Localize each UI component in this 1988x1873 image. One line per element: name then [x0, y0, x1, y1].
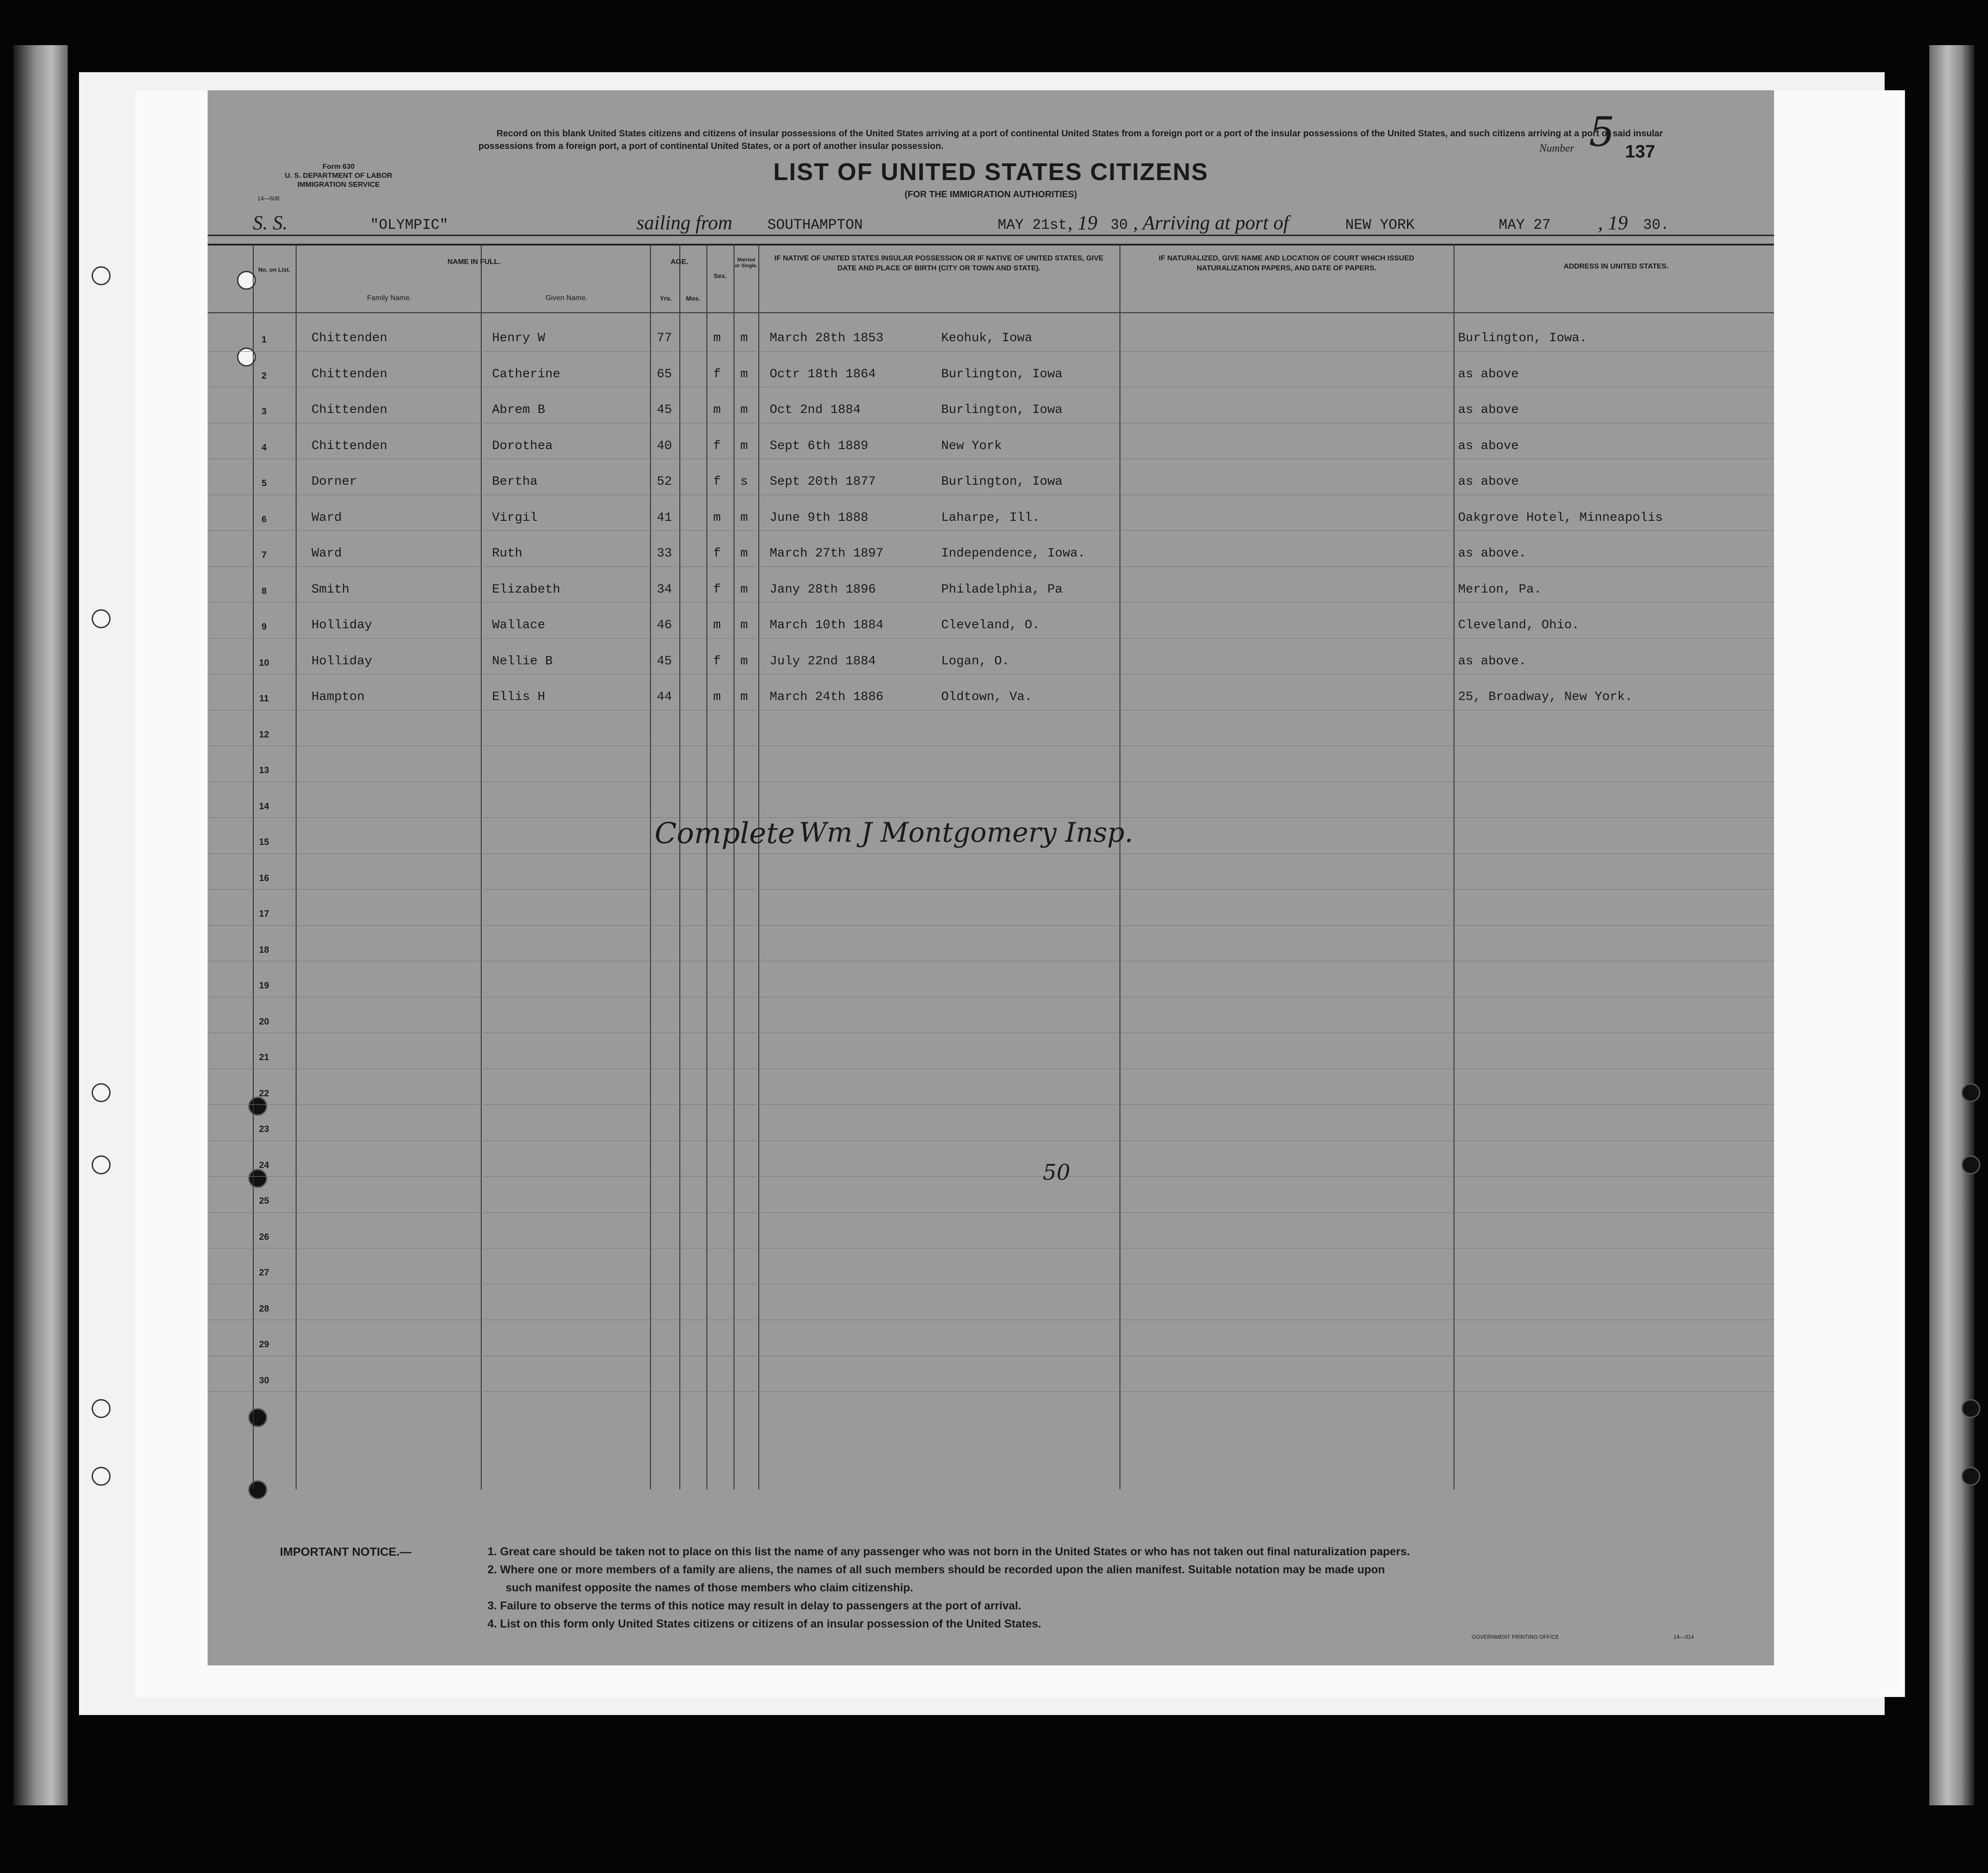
- row-rule: [208, 889, 1774, 890]
- row-number: 28: [259, 1303, 269, 1314]
- column-divider: [706, 244, 707, 1489]
- complete-annotation: Complete: [655, 817, 795, 850]
- handwritten-number: 5: [1589, 108, 1615, 156]
- voyage-line: [208, 211, 1774, 238]
- header-divider: [208, 312, 1774, 313]
- department-name: U. S. DEPARTMENT OF LABOR: [285, 172, 392, 180]
- punch-hole: [92, 1467, 111, 1486]
- punch-hole: [1961, 1155, 1980, 1174]
- row-number: 20: [259, 1016, 269, 1027]
- given-name-cell: Nellie B: [492, 654, 553, 668]
- service-name: IMMIGRATION SERVICE: [297, 181, 380, 189]
- family-name-cell: Chittenden: [311, 367, 388, 381]
- row-number: 18: [259, 945, 269, 955]
- row-number: 5: [261, 478, 267, 488]
- age-years-cell: 45: [657, 403, 672, 417]
- birth-date-cell: Sept 6th 1889: [770, 439, 869, 453]
- birth-place-cell: Burlington, Iowa: [941, 367, 1063, 381]
- row-number: 21: [259, 1052, 269, 1062]
- birth-date-cell: Sept 20th 1877: [770, 475, 876, 489]
- header-married-single: Married or Single.: [734, 257, 758, 269]
- sex-cell: m: [713, 690, 721, 704]
- header-birth-info: IF NATIVE OF UNITED STATES INSULAR POSSESSION OR IF NATIVE OF UNITED STATES, GIVE DATE AND PLACE OF BIRTH (CITY OR TOWN AND STATE).: [774, 255, 1104, 272]
- departure-year-prefix: , 19: [1068, 212, 1097, 234]
- age-years-cell: 44: [657, 690, 672, 704]
- given-name-cell: Abrem B: [492, 403, 545, 417]
- given-name-cell: Ellis H: [492, 690, 545, 704]
- arrival-year: 30.: [1643, 217, 1669, 233]
- number-label: Number: [1539, 143, 1575, 154]
- punch-hole: [1961, 1083, 1980, 1102]
- arrival-date: MAY 27: [1499, 217, 1551, 233]
- form-code: 14—608: [257, 195, 280, 202]
- family-name-cell: Ward: [311, 547, 342, 561]
- family-name-cell: Chittenden: [311, 439, 388, 453]
- family-name-cell: Holliday: [311, 618, 372, 632]
- birth-place-cell: Cleveland, O.: [941, 618, 1040, 632]
- page-subtitle: (FOR THE IMMIGRATION AUTHORITIES): [904, 190, 1078, 199]
- row-number: 13: [259, 765, 269, 775]
- row-number: 7: [261, 550, 267, 560]
- page-title: LIST OF UNITED STATES CITIZENS: [773, 158, 1208, 185]
- marital-status-cell: m: [740, 618, 748, 632]
- row-number: 10: [259, 658, 269, 668]
- age-years-cell: 45: [657, 654, 672, 668]
- address-cell: Cleveland, Ohio.: [1458, 618, 1579, 632]
- column-divider: [758, 244, 759, 1489]
- address-cell: as above.: [1458, 547, 1527, 561]
- birth-place-cell: Oldtown, Va.: [941, 690, 1032, 704]
- age-years-cell: 34: [657, 582, 672, 597]
- notice-item-4: 4. List on this form only United States citizens or citizens of an insular possession of the United States.: [488, 1618, 1041, 1630]
- printing-office-name: GOVERNMENT PRINTING OFFICE: [1472, 1634, 1559, 1640]
- age-years-cell: 40: [657, 439, 672, 453]
- notice-item-2: 2. Where one or more members of a family are aliens, the names of all such members should be recorded upon the alien manifest. Suitable notation may be made upon: [488, 1563, 1385, 1576]
- header-naturalization: IF NATURALIZED, GIVE NAME AND LOCATION OF COURT WHICH ISSUED NATURALIZATION PAPERS, AND DATE OF PAPERS.: [1159, 255, 1414, 272]
- ship-name: "OLYMPIC": [370, 217, 448, 233]
- row-number: 29: [259, 1340, 269, 1349]
- punch-hole: [1961, 1467, 1980, 1486]
- birth-date-cell: June 9th 1888: [770, 510, 869, 525]
- marital-status-cell: m: [740, 403, 748, 417]
- departure-port: SOUTHAMPTON: [767, 217, 863, 233]
- address-cell: as above.: [1458, 654, 1527, 668]
- sex-cell: m: [713, 331, 721, 345]
- birth-place-cell: Laharpe, Ill.: [941, 510, 1040, 525]
- birth-date-cell: Oct 2nd 1884: [770, 403, 861, 417]
- marital-status-cell: m: [740, 367, 748, 381]
- row-number: 12: [259, 729, 269, 740]
- passenger-table: [208, 244, 1774, 1489]
- sex-cell: f: [713, 654, 721, 668]
- row-number: 17: [259, 909, 269, 919]
- row-number: 27: [259, 1268, 269, 1278]
- arrival-port: NEW YORK: [1345, 217, 1415, 233]
- binder-strip-left: [14, 45, 68, 1805]
- sex-cell: f: [713, 582, 721, 597]
- family-name-cell: Chittenden: [311, 403, 388, 417]
- row-number: 30: [259, 1375, 269, 1386]
- family-name-cell: Holliday: [311, 654, 372, 668]
- marital-status-cell: m: [740, 582, 748, 597]
- birth-date-cell: July 22nd 1884: [770, 654, 876, 668]
- given-name-cell: Virgil: [492, 510, 538, 525]
- header-name-in-full: NAME IN FULL.: [447, 258, 501, 266]
- header-family-name: Family Name.: [367, 294, 412, 302]
- family-name-cell: Smith: [311, 582, 350, 597]
- birth-date-cell: March 27th 1897: [770, 547, 884, 561]
- given-name-cell: Elizabeth: [492, 582, 561, 597]
- notice-item-3: 3. Failure to observe the terms of this notice may result in delay to passengers at the port of arrival.: [488, 1599, 1022, 1612]
- birth-date-cell: March 28th 1853: [770, 331, 884, 345]
- age-years-cell: 33: [657, 547, 672, 561]
- marital-status-cell: m: [740, 690, 748, 704]
- birth-place-cell: Philadelphia, Pa: [941, 582, 1063, 597]
- birth-place-cell: Keohuk, Iowa: [941, 331, 1032, 345]
- given-name-cell: Dorothea: [492, 439, 553, 453]
- row-rule: [208, 530, 1774, 531]
- age-years-cell: 77: [657, 331, 672, 345]
- row-rule: [208, 1391, 1774, 1392]
- arriving-label: , Arriving at port of: [1133, 212, 1289, 234]
- birth-place-cell: Burlington, Iowa: [941, 475, 1063, 489]
- address-cell: Oakgrove Hotel, Minneapolis: [1458, 510, 1663, 525]
- address-cell: 25, Broadway, New York.: [1458, 690, 1633, 704]
- row-rule: [208, 1176, 1774, 1177]
- row-number: 1: [261, 335, 267, 345]
- sex-cell: f: [713, 439, 721, 453]
- printed-number: 137: [1625, 142, 1655, 162]
- age-years-cell: 46: [657, 618, 672, 632]
- notice-heading: IMPORTANT NOTICE.—: [280, 1545, 412, 1558]
- column-divider: [481, 244, 482, 1489]
- birth-date-cell: March 24th 1886: [770, 690, 884, 704]
- binder-strip-right: [1929, 45, 1974, 1805]
- ss-label: S. S.: [253, 212, 288, 234]
- marital-status-cell: m: [740, 331, 748, 345]
- header-age: AGE.: [670, 258, 688, 266]
- row-rule: [208, 602, 1774, 603]
- punch-hole: [92, 609, 111, 628]
- voyage-underline: [208, 235, 1774, 236]
- row-number: 8: [261, 586, 267, 596]
- punch-hole: [92, 1083, 111, 1102]
- column-divider: [253, 244, 254, 1489]
- birth-date-cell: Jany 28th 1896: [770, 582, 876, 597]
- birth-place-cell: New York: [941, 439, 1002, 453]
- address-cell: Burlington, Iowa.: [1458, 331, 1587, 345]
- column-divider: [650, 244, 651, 1489]
- header-years: Yrs.: [660, 295, 672, 302]
- row-number: 15: [259, 837, 269, 847]
- row-number: 4: [261, 442, 267, 453]
- header-sex: Sex.: [714, 272, 727, 279]
- birth-place-cell: Burlington, Iowa: [941, 403, 1063, 417]
- row-rule: [208, 925, 1774, 926]
- given-name-cell: Bertha: [492, 475, 538, 489]
- family-name-cell: Ward: [311, 510, 342, 525]
- sex-cell: m: [713, 510, 721, 525]
- row-rule: [208, 1104, 1774, 1105]
- age-years-cell: 52: [657, 475, 672, 489]
- row-rule: [208, 638, 1774, 639]
- row-rule: [208, 566, 1774, 567]
- punch-hole: [92, 1399, 111, 1418]
- arrival-year-prefix: , 19: [1598, 212, 1628, 234]
- row-number: 3: [261, 407, 267, 417]
- departure-date: MAY 21st: [998, 217, 1067, 233]
- inspector-signature: Wm J Montgomery Insp.: [799, 817, 1133, 848]
- given-name-cell: Wallace: [492, 618, 545, 632]
- header-address: ADDRESS IN UNITED STATES.: [1563, 263, 1669, 270]
- address-cell: as above: [1458, 403, 1519, 417]
- birth-place-cell: Logan, O.: [941, 654, 1010, 668]
- address-cell: Merion, Pa.: [1458, 582, 1542, 597]
- birth-place-cell: Independence, Iowa.: [941, 547, 1086, 561]
- age-years-cell: 41: [657, 510, 672, 525]
- marital-status-cell: m: [740, 439, 748, 453]
- birth-date-cell: March 10th 1884: [770, 618, 884, 632]
- marital-status-cell: m: [740, 510, 748, 525]
- row-number: 9: [261, 622, 267, 632]
- header-months: Mos.: [686, 295, 701, 302]
- sailing-label: sailing from: [636, 212, 733, 234]
- row-number: 16: [259, 873, 269, 883]
- marital-status-cell: m: [740, 654, 748, 668]
- printing-office-mark: [1472, 1634, 1694, 1640]
- address-cell: as above: [1458, 475, 1519, 489]
- family-name-cell: Dorner: [311, 475, 357, 489]
- address-cell: as above: [1458, 367, 1519, 381]
- row-number: 6: [261, 514, 267, 524]
- printing-office-code: 14—314: [1673, 1634, 1694, 1640]
- form-number: Form 630: [322, 163, 355, 171]
- row-number: 14: [259, 801, 269, 811]
- header-given-name: Given Name.: [545, 294, 588, 302]
- birth-date-cell: Octr 18th 1864: [770, 367, 876, 381]
- record-instructions: Record on this blank United States citizens and citizens of insular possessions of the United States arriving at a port of continental United States from a foreign port or a port of the insular possessions of the United States, and such citizens arriving at a port of said insular possessions from a foreign port, a port of continental United States, or a port of another insular possession.: [478, 129, 1663, 151]
- punch-hole: [92, 1155, 111, 1174]
- punch-hole: [1961, 1399, 1980, 1418]
- sex-cell: m: [713, 618, 721, 632]
- family-name-cell: Chittenden: [311, 331, 388, 345]
- row-number: 22: [259, 1088, 269, 1099]
- row-number: 26: [259, 1232, 269, 1242]
- row-rule: [208, 1140, 1774, 1141]
- sex-cell: f: [713, 547, 721, 561]
- sex-cell: f: [713, 367, 721, 381]
- row-number: 25: [259, 1196, 269, 1206]
- family-name-cell: Hampton: [311, 690, 365, 704]
- notice-item-2-cont: such manifest opposite the names of those members who claim citizenship.: [506, 1581, 913, 1594]
- row-rule: [208, 1212, 1774, 1213]
- column-divider: [296, 244, 297, 1489]
- column-divider: [1119, 244, 1120, 1489]
- notice-item-1: 1. Great care should be taken not to place on this list the name of any passenger who was not born in the United States or who has not taken out final naturalization papers.: [488, 1545, 1410, 1558]
- given-name-cell: Catherine: [492, 367, 561, 381]
- manifest-page: [208, 90, 1774, 1665]
- row-rule: [208, 351, 1774, 352]
- column-divider: [679, 244, 680, 1489]
- sex-cell: f: [713, 475, 721, 489]
- row-number: 23: [259, 1124, 269, 1134]
- marital-status-cell: m: [740, 547, 748, 561]
- row-number: 11: [259, 694, 269, 704]
- table-top-border: [208, 244, 1774, 246]
- row-number: 2: [261, 371, 267, 381]
- punch-hole: [92, 266, 111, 285]
- given-name-cell: Henry W: [492, 331, 545, 345]
- sex-cell: m: [713, 403, 721, 417]
- header-no-on-list: No. on List.: [258, 266, 290, 273]
- row-rule: [208, 853, 1774, 854]
- count-mark: 50: [1043, 1160, 1071, 1185]
- row-number: 24: [259, 1160, 269, 1170]
- address-cell: as above: [1458, 439, 1519, 453]
- departure-year: 30: [1110, 217, 1128, 233]
- row-number: 19: [259, 981, 269, 991]
- marital-status-cell: s: [740, 475, 748, 489]
- given-name-cell: Ruth: [492, 547, 523, 561]
- age-years-cell: 65: [657, 367, 672, 381]
